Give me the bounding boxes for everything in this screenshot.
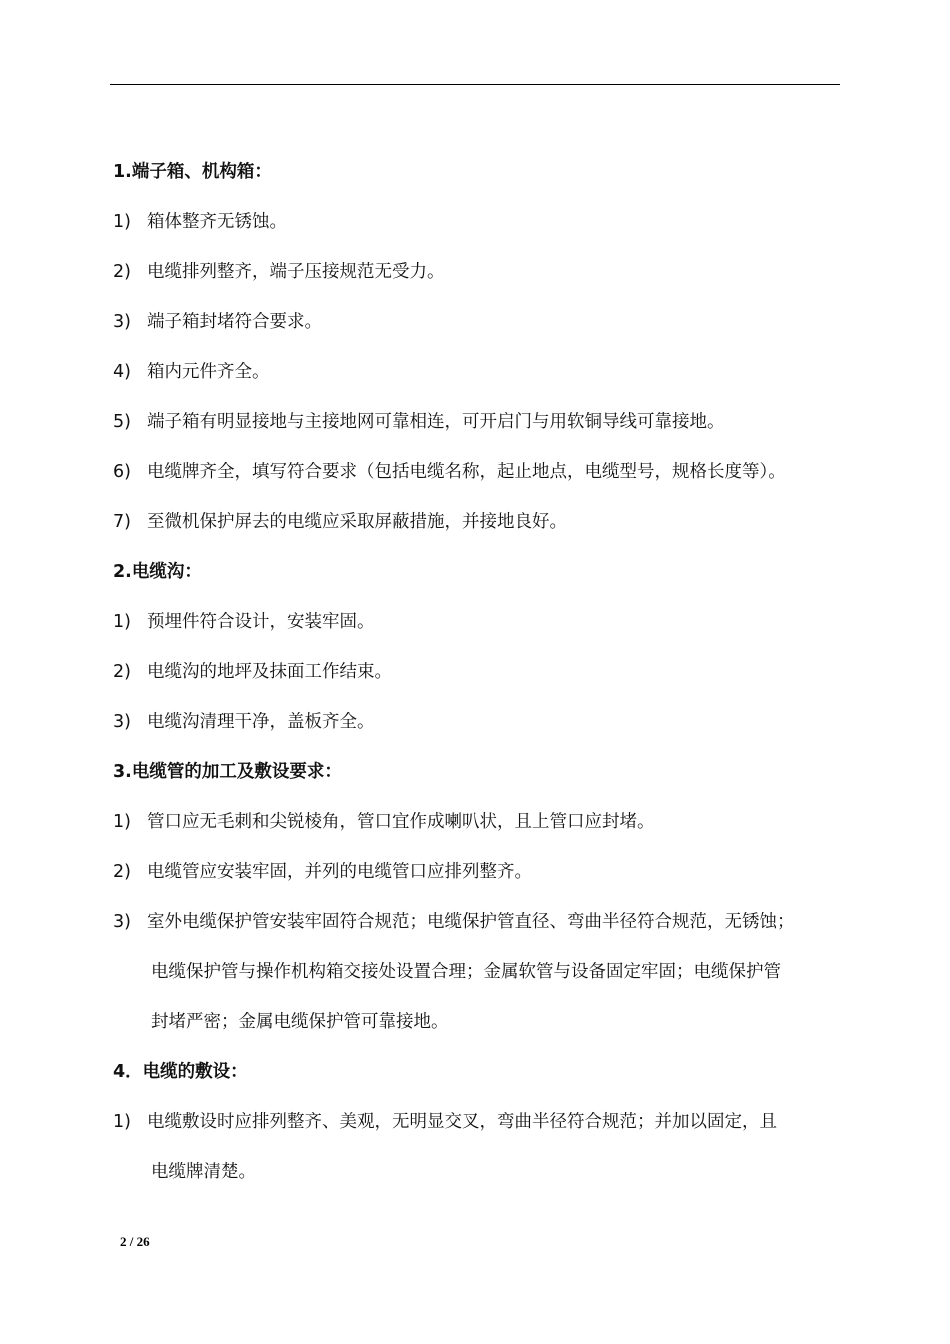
item-text-continuation: 电缆保护管与操作机构箱交接处设置合理；金属软管与设备固定牢固；电缆保护管 — [151, 962, 781, 982]
item-number: 2) — [113, 262, 131, 282]
item-text: 电缆管应安装牢固，并列的电缆管口应排列整齐。 — [147, 862, 532, 882]
item-text: 电缆敷设时应排列整齐、美观，无明显交叉，弯曲半径符合规范；并加以固定，且 — [147, 1112, 777, 1132]
section-heading: 3.电缆管的加工及敷设要求： — [113, 762, 342, 782]
item-text: 箱内元件齐全。 — [147, 362, 270, 382]
item-number: 1) — [113, 1112, 131, 1132]
list-item — [113, 904, 848, 954]
item-text: 端子箱封堵符合要求。 — [147, 312, 322, 332]
item-number: 1) — [113, 812, 131, 832]
item-number: 3) — [113, 712, 131, 732]
list-item — [113, 604, 848, 654]
item-text: 预埋件符合设计，安装牢固。 — [147, 612, 375, 632]
header-rule — [110, 84, 840, 85]
item-text: 室外电缆保护管安装牢固符合规范；电缆保护管直径、弯曲半径符合规范，无锈蚀； — [147, 912, 795, 932]
item-number: 7) — [113, 512, 131, 532]
list-item — [113, 454, 848, 504]
item-number: 3) — [113, 912, 131, 932]
list-item — [113, 704, 848, 754]
list-item — [113, 654, 848, 704]
item-text: 电缆排列整齐，端子压接规范无受力。 — [147, 262, 445, 282]
section-heading: 2.电缆沟： — [113, 562, 202, 582]
section-heading: 4．电缆的敷设： — [113, 1062, 248, 1082]
item-text: 至微机保护屏去的电缆应采取屏蔽措施，并接地良好。 — [147, 512, 567, 532]
item-text: 端子箱有明显接地与主接地网可靠相连，可开启门与用软铜导线可靠接地。 — [147, 412, 725, 432]
item-number: 1) — [113, 212, 131, 232]
item-text-continuation: 封堵严密；金属电缆保护管可靠接地。 — [151, 1012, 449, 1032]
item-text: 箱体整齐无锈蚀。 — [147, 212, 287, 232]
list-item — [113, 504, 848, 554]
list-item — [113, 404, 848, 454]
item-number: 2) — [113, 662, 131, 682]
list-item — [113, 254, 848, 304]
item-number: 3) — [113, 312, 131, 332]
item-text: 电缆沟的地坪及抹面工作结束。 — [147, 662, 392, 682]
document-body — [113, 154, 848, 1204]
item-text: 电缆牌齐全，填写符合要求（包括电缆名称，起止地点，电缆型号，规格长度等）。 — [147, 462, 786, 482]
list-item — [113, 804, 848, 854]
item-number: 2) — [113, 862, 131, 882]
item-text: 电缆沟清理干净，盖板齐全。 — [147, 712, 375, 732]
page-number: 2 / 26 — [120, 1234, 150, 1249]
list-item — [113, 854, 848, 904]
list-item — [113, 204, 848, 254]
item-number: 4) — [113, 362, 131, 382]
list-item — [113, 1104, 848, 1154]
item-text: 管口应无毛刺和尖锐棱角，管口宜作成喇叭状，且上管口应封堵。 — [147, 812, 655, 832]
list-item — [113, 304, 848, 354]
item-number: 5) — [113, 412, 131, 432]
list-item — [113, 354, 848, 404]
item-text-continuation: 电缆牌清楚。 — [151, 1162, 256, 1182]
item-number: 1) — [113, 612, 131, 632]
item-number: 6) — [113, 462, 131, 482]
section-heading: 1.端子箱、机构箱： — [113, 162, 272, 182]
